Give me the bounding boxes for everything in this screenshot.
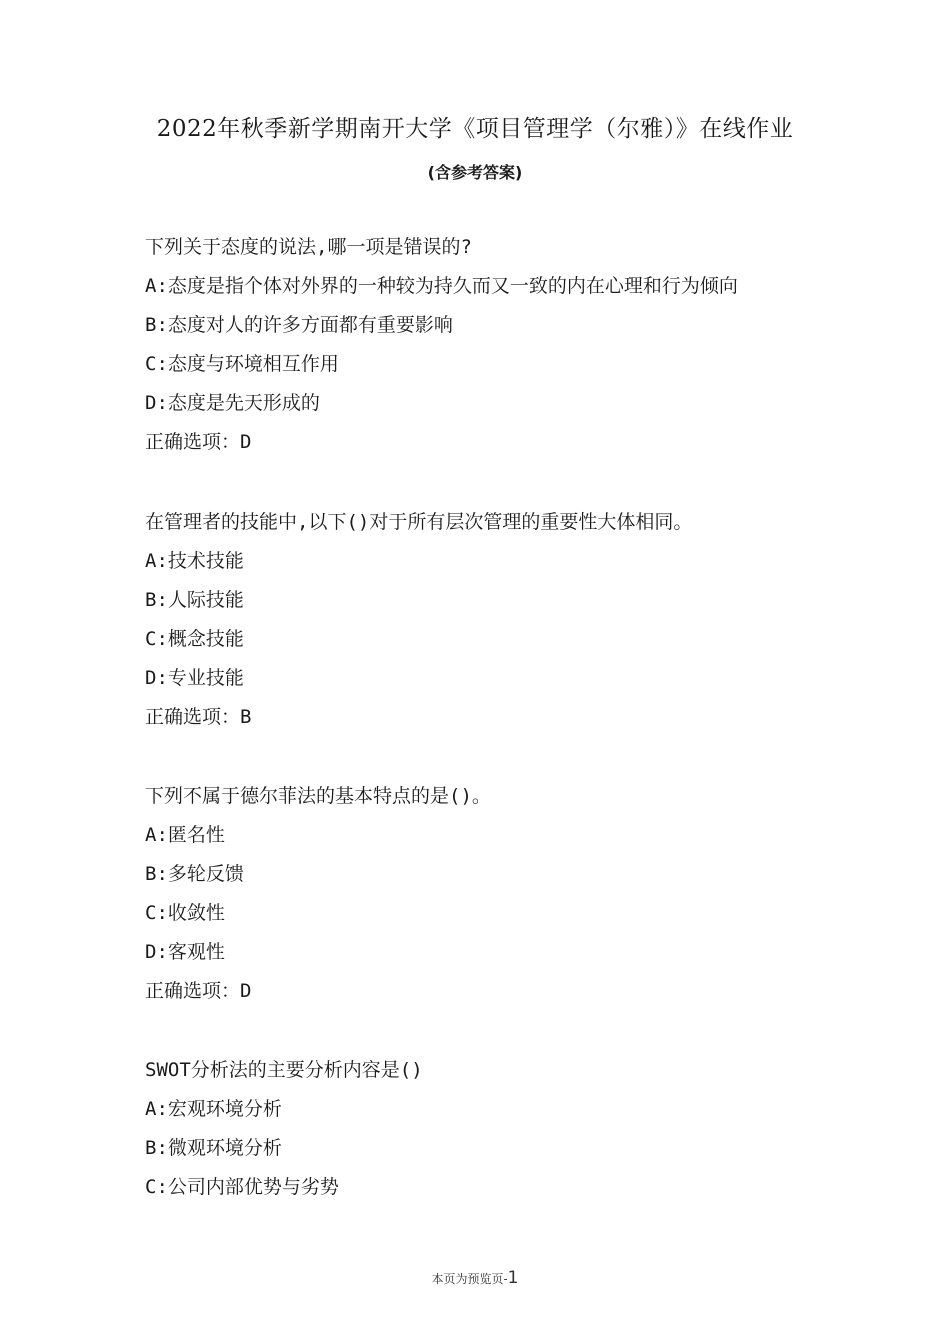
option-c: C:概念技能 [145, 628, 244, 650]
question-stem: 下列不属于德尔菲法的基本特点的是()。 [145, 785, 491, 807]
option-b: B:微观环境分析 [145, 1137, 282, 1159]
question-stem: 下列关于态度的说法,哪一项是错误的? [145, 236, 472, 258]
document-title: 2022年秋季新学期南开大学《项目管理学（尔雅）》在线作业 [156, 116, 794, 142]
question-stem: SWOT分析法的主要分析内容是() [145, 1059, 423, 1081]
document-subtitle: (含参考答案) [427, 163, 523, 182]
correct-answer: 正确选项：B [145, 706, 252, 728]
correct-answer: 正确选项：D [145, 431, 252, 453]
option-c: C:公司内部优势与劣势 [145, 1176, 339, 1198]
option-b: B:多轮反馈 [145, 863, 244, 885]
correct-answer: 正确选项：D [145, 980, 252, 1002]
question-stem: 在管理者的技能中,以下()对于所有层次管理的重要性大体相同。 [145, 511, 693, 533]
option-d: D:客观性 [145, 941, 225, 963]
page-footer [0, 1268, 950, 1288]
option-d: D:态度是先天形成的 [145, 392, 320, 414]
option-b: B:人际技能 [145, 589, 244, 611]
option-a: A:技术技能 [145, 550, 244, 572]
option-c: C:收敛性 [145, 902, 225, 924]
option-b: B:态度对人的许多方面都有重要影响 [145, 314, 453, 336]
option-c: C:态度与环境相互作用 [145, 353, 339, 375]
footer-text: 本页为预览页- [431, 1272, 508, 1286]
option-a: A:态度是指个体对外界的一种较为持久而又一致的内在心理和行为倾向 [145, 275, 738, 297]
option-d: D:专业技能 [145, 667, 244, 689]
option-a: A:宏观环境分析 [145, 1098, 282, 1120]
page-number: 1 [507, 1268, 519, 1288]
option-a: A:匿名性 [145, 824, 225, 846]
